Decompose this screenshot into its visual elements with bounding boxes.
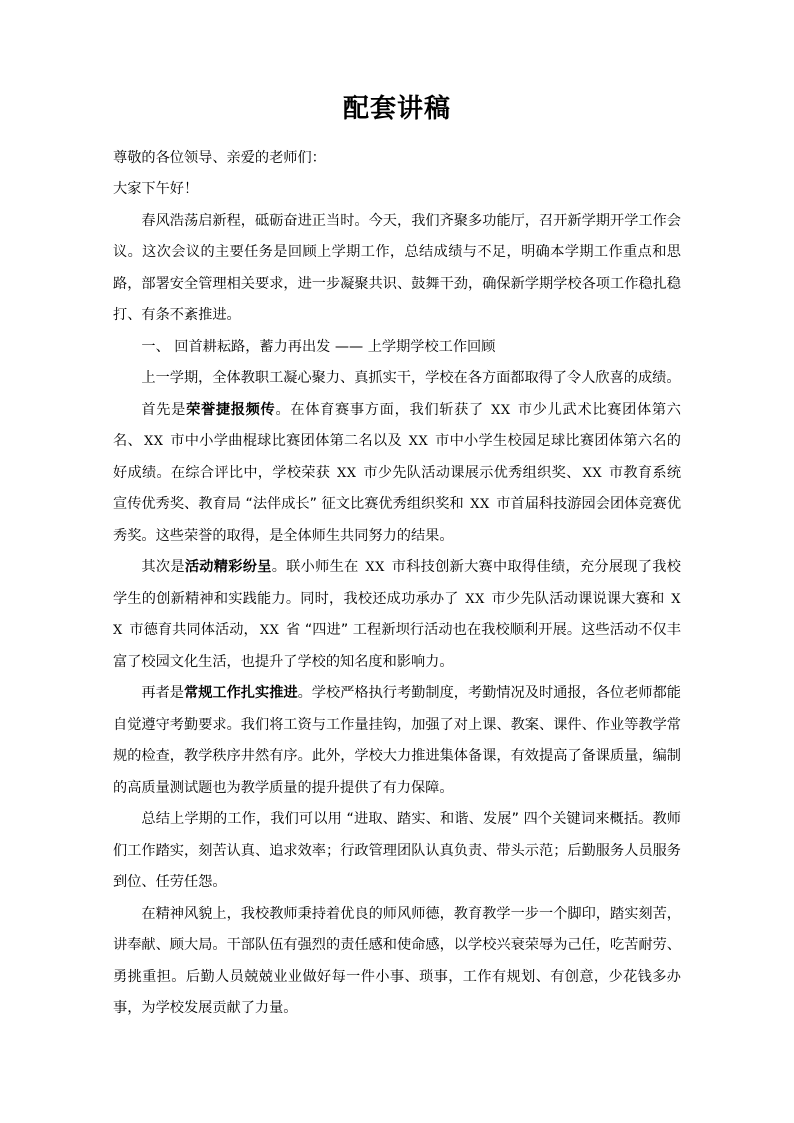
- text-run: 。联小师生在: [271, 559, 364, 575]
- emphasis-text: 活动精彩纷呈: [184, 559, 272, 575]
- text-run: 市科技创新大赛中取得佳绩，充分展现了我校学生的创新精神和实践能力。同时，我校还成功承办了: [113, 559, 681, 607]
- paragraph-honors: [113, 395, 681, 553]
- placeholder-token: XX: [465, 591, 485, 607]
- paragraph-routine-work: [113, 678, 681, 804]
- placeholder-token: XX: [365, 560, 385, 575]
- text-run: 市德育共同体活动，: [124, 622, 258, 638]
- text-run: 市中小学曲棍球比赛团体第二名以及: [165, 433, 407, 449]
- paragraph-spirit: 在精神风貌上，我校教师秉持着优良的师风师德，教育教学一步一个脚印，踏实刻苦，讲奉献、顾大局。干部队伍有强烈的责任感和使命感，以学校兴衰荣辱为己任，吃苦耐劳、勇挑重担。后勤人员兢兢业业做好每一件小事、琐事，工作有规划、有创意，少花钱多办事，为学校发展贡献了力量。: [113, 905, 681, 1016]
- placeholder-token: XX: [408, 434, 429, 449]
- page-title: 配套讲稿: [342, 94, 451, 124]
- document-body: [113, 0, 681, 1025]
- text-run: 市少儿武术比赛团体第六名、: [113, 401, 681, 449]
- placeholder-token: XX: [143, 434, 164, 449]
- text-run: 市少先队活动课展示优秀组织奖、: [358, 464, 581, 481]
- placeholder-token: XX: [582, 465, 603, 481]
- text-run: 市少先队活动课说课大赛和: [486, 590, 670, 607]
- text-run: 。学校严格执行考勤制度，考勤情况及时通报，各位老师都能自觉遵守考勤要求。我们将工资与工作量挂钩，加强了对上课、教案、课件、作业等教学常规的检查，教学秩序井然有序。此外，学校大力推进集体备课，有效提高了备课质量，编制的高质量测试题也为教学质量的提升提供了有力保障。: [113, 685, 681, 796]
- paragraph-list: [113, 143, 681, 1025]
- placeholder-token: XX: [113, 591, 681, 638]
- paragraph-activities: [113, 552, 681, 678]
- text-run: 首先是: [141, 401, 187, 418]
- emphasis-text: 常规工作扎实推进: [184, 685, 298, 701]
- paragraph-greeting: 大家下午好！: [113, 181, 199, 197]
- paragraph-summary-keywords: 总结上学期的工作，我们可以用 “进取、踏实、和谐、发展” 四个关键词来概括。教师们工作踏实，刻苦认真、追求效率；行政管理团队认真负责、带头示范；后勤服务人员服务到位、任劳任怨。: [113, 811, 681, 890]
- text-run: 再者是: [141, 685, 184, 701]
- paragraph-section-heading-1: 一、 回首耕耘路，蓄力再出发 —— 上学期学校工作回顾: [141, 338, 496, 355]
- placeholder-token: XX: [470, 497, 490, 512]
- text-run: 其次是: [141, 559, 185, 575]
- text-run: 市教育系统宣传优秀奖、教育局 “法伴成长” 征文比赛优秀组织奖和: [113, 464, 682, 512]
- text-run: 市中小学生校园足球比赛团体第六名的好成绩。在综合评比中，学校荣获: [113, 433, 681, 481]
- text-run: 省 “四进” 工程新坝行活动也在我校顺利开展。这些活动不仅丰富了校园文化生活，也提升了学校的知名度和影响力。: [113, 622, 681, 670]
- placeholder-token: XX: [259, 623, 280, 638]
- emphasis-text: 荣誉捷报频传: [186, 401, 276, 418]
- paragraph-opening: 春风浩荡启新程，砥砺奋进正当时。今天，我们齐聚多功能厅，召开新学期开学工作会议。这次会议的主要任务是回顾上学期工作，总结成绩与不足，明确本学期工作重点和思路，部署安全管理相关要求，进一步凝聚共识、鼓舞干劲，确保新学期学校各项工作稳扎稳打、有条不紊推进。: [113, 212, 681, 323]
- paragraph-review-intro: 上一学期，全体教职工凝心聚力、真抓实干，学校在各方面都取得了令人欣喜的成绩。: [141, 370, 681, 386]
- placeholder-token: XX: [491, 402, 511, 418]
- text-run: 。在体育赛事方面，我们斩获了: [275, 401, 490, 418]
- text-run: 市首届科技游园会团体竞赛优秀奖。这些荣誉的取得，是全体师生共同努力的结果。: [113, 496, 682, 544]
- paragraph-salutation: 尊敬的各位领导、亲爱的老师们：: [113, 149, 326, 166]
- placeholder-token: XX: [337, 465, 357, 481]
